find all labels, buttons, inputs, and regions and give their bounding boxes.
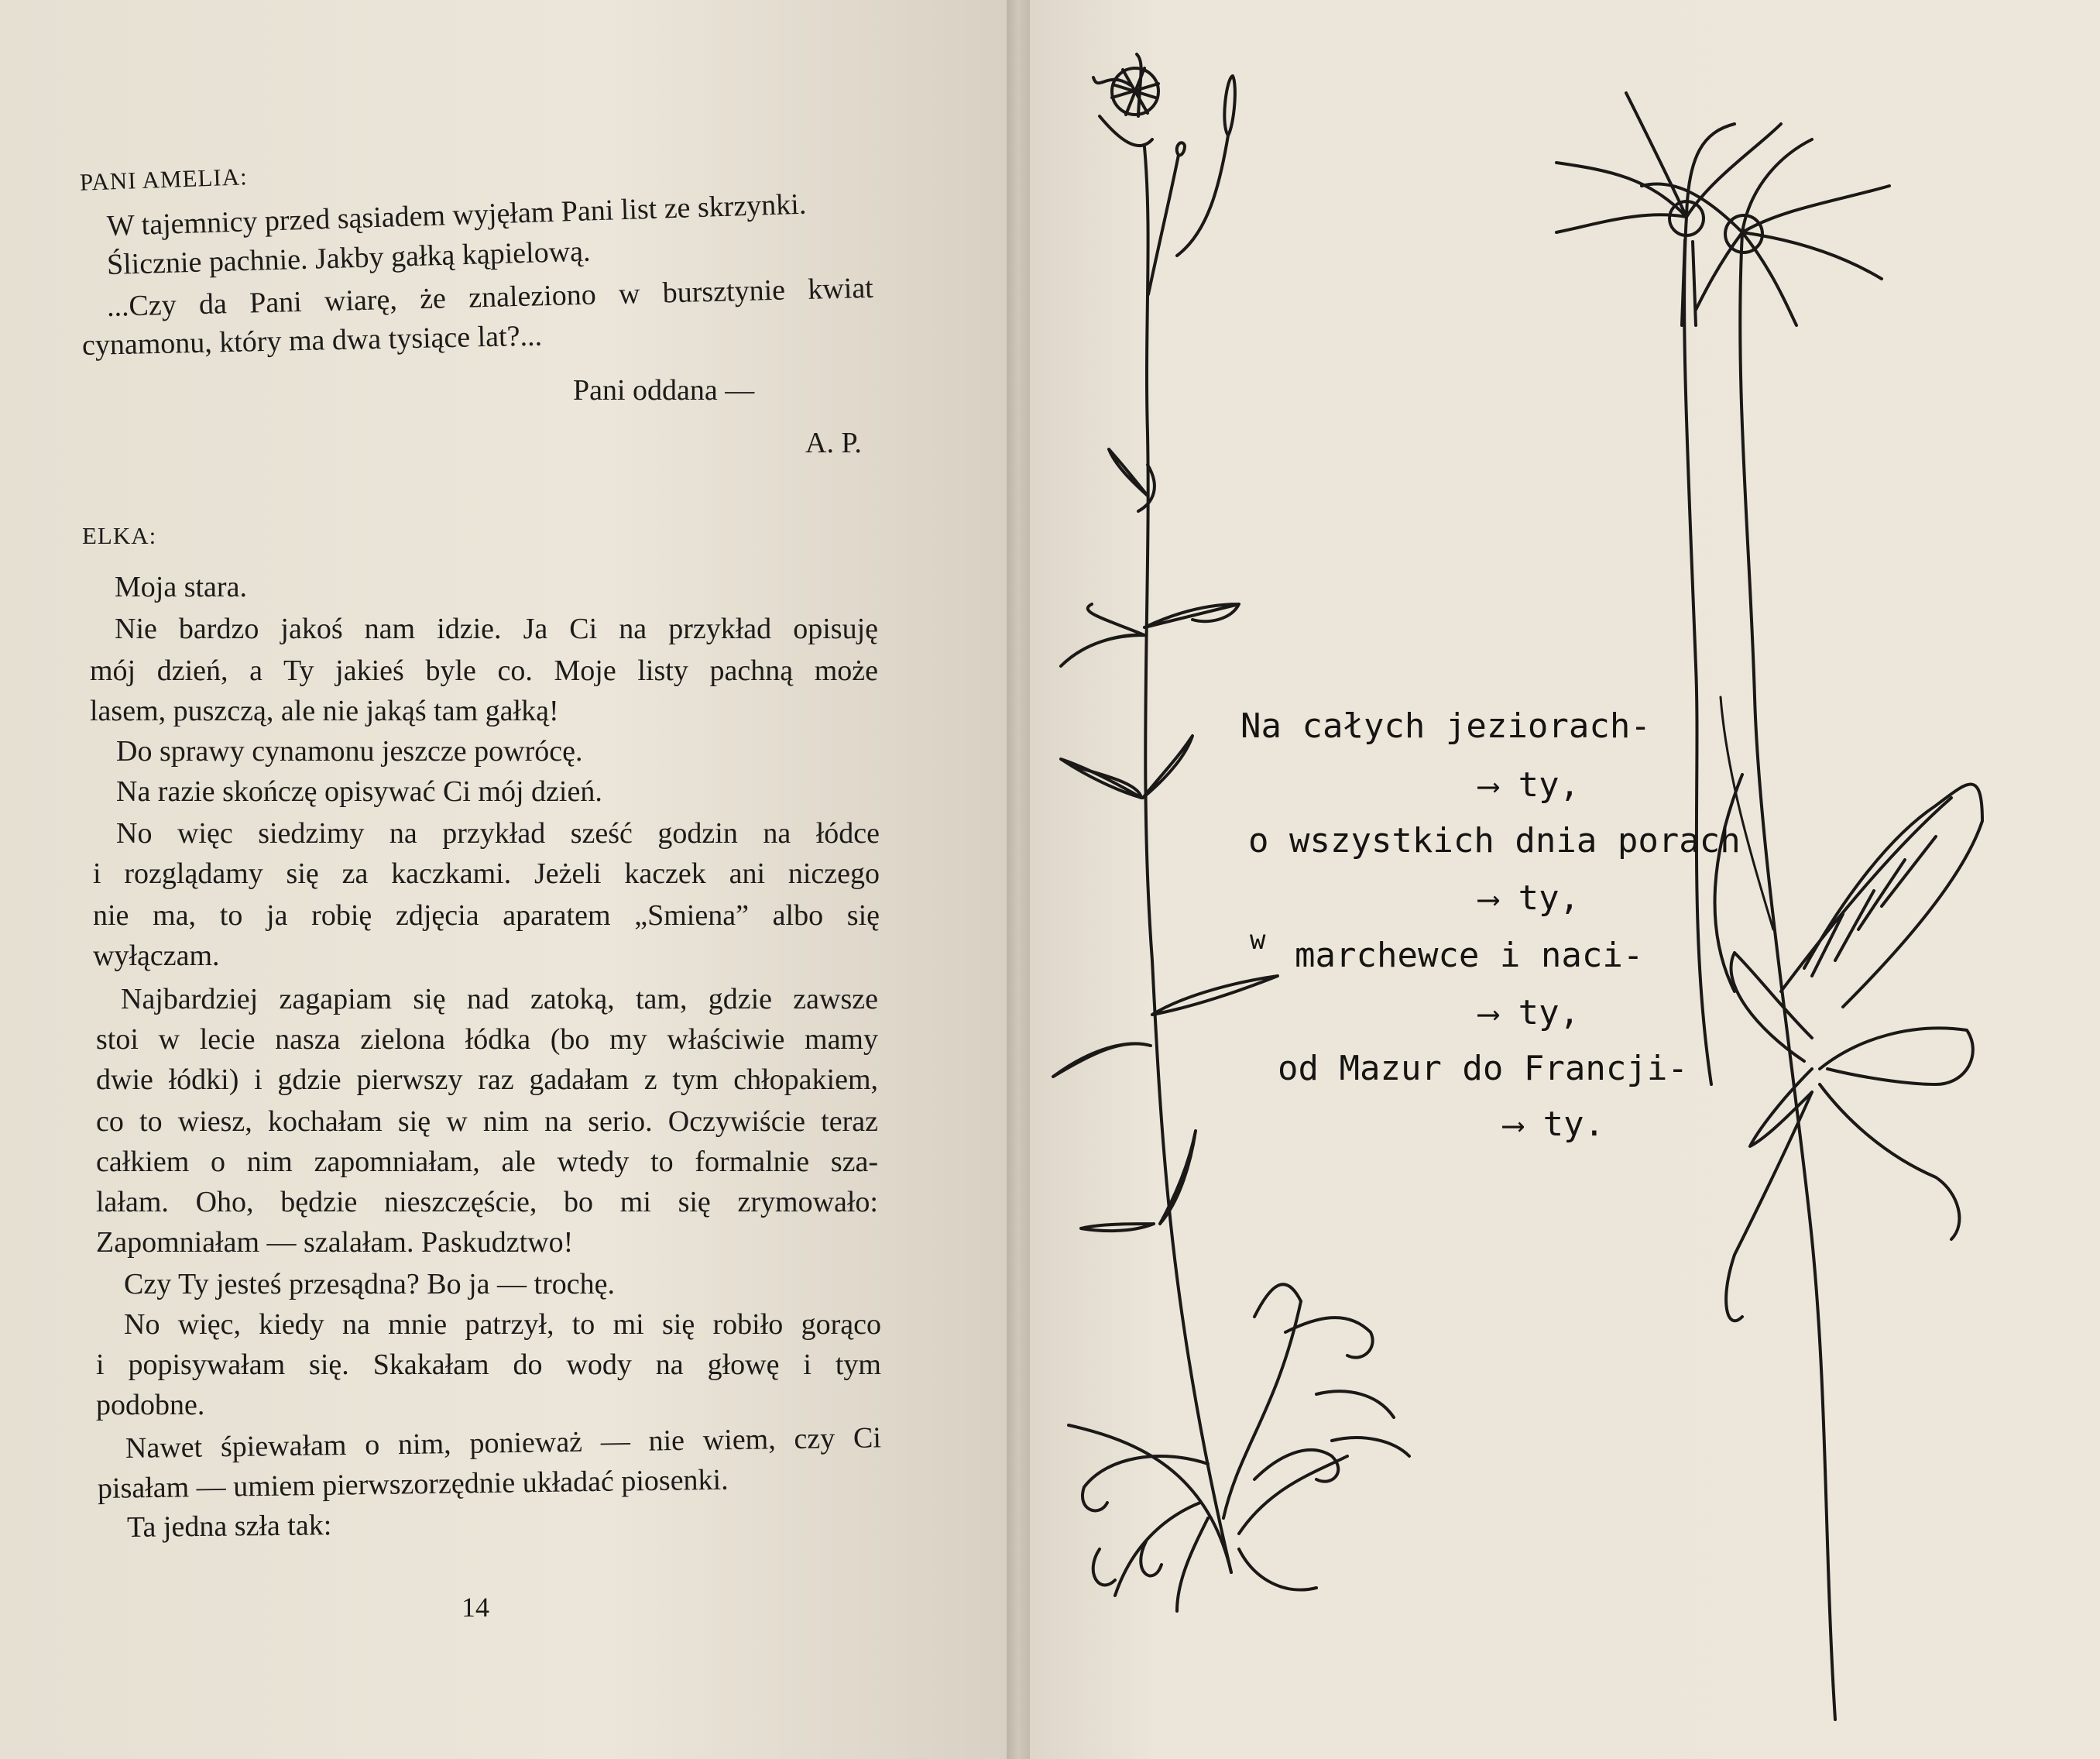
text-line: co to wiesz, kochałam się w nim na serio. Oczywiście teraz: [96, 1105, 878, 1138]
poem-line: o wszystkich dnia porach: [1248, 821, 1741, 861]
text-line: cynamonu, który ma dwa tysiące lat?...: [81, 319, 543, 362]
signature: A. P.: [805, 427, 862, 459]
poem-line-refrain: ⟶ ty,: [1479, 878, 1580, 918]
arrow-icon: ⟶: [1479, 881, 1498, 917]
poem-line: Na całych jeziorach-: [1240, 706, 1651, 746]
text-line: pisałam — umiem pierwszorzędnie układać piosenki.: [97, 1463, 729, 1505]
text-line: dwie łódki) i gdzie pierwszy raz gadałam z tym chłopakiem,: [96, 1063, 878, 1096]
text-line: ...Czy da Pani wiarę, że znaleziono w bursztynie kwiat: [106, 271, 874, 323]
text-line: W tajemnicy przed sąsiadem wyjęłam Pani list ze skrzynki.: [106, 187, 807, 242]
text-line: Ta jedna szła tak:: [126, 1509, 332, 1544]
text-line: Czy Ty jesteś przesądna? Bo ja — trochę.: [124, 1268, 615, 1300]
text-line: No więc siedzimy na przykład sześć godzin na łódce: [116, 817, 880, 850]
text-line: Ślicznie pachnie. Jakby gałką kąpielową.: [106, 235, 592, 281]
poem-line: od Mazur do Francji-: [1278, 1049, 1688, 1088]
text-line: wyłączam.: [93, 940, 220, 972]
dandelion-drawing: [1556, 93, 1982, 1719]
poem-line-refrain: ⟶ ty,: [1479, 765, 1580, 805]
text-line: lasem, puszczą, ale nie jakąś tam gałką!: [90, 695, 559, 727]
sender-label: ELKA:: [82, 522, 157, 549]
text-line: i popisywałam się. Skakałam do wody na głowę i tym: [96, 1348, 881, 1381]
poem-line: marchewce i naci-: [1295, 936, 1644, 975]
text-line: Zapomniałam — szalałam. Paskudztwo!: [96, 1226, 574, 1259]
text-line: Na razie skończę opisywać Ci mój dzień.: [116, 775, 602, 808]
poem-line-refrain: ⟶ ty.: [1504, 1105, 1605, 1144]
arrow-icon: ⟶: [1479, 768, 1498, 804]
text-line: i rozglądamy się za kaczkami. Jeżeli kaczek ani niczego: [93, 857, 880, 890]
arrow-icon: ⟶: [1504, 1108, 1523, 1143]
text-line: Najbardziej zagapiam się nad zatoką, tam, gdzie zawsze: [121, 983, 878, 1015]
text-line: Moja stara.: [115, 571, 247, 603]
page-number: 14: [462, 1592, 489, 1623]
text-line: mój dzień, a Ty jakieś byle co. Moje listy pachną może: [90, 654, 878, 687]
arrow-icon: ⟶: [1479, 996, 1498, 1032]
text-line: nie ma, to ja robię zdjęcia aparatem „Smiena” albo się: [93, 899, 880, 932]
poem-line-refrain: ⟶ ty,: [1479, 993, 1580, 1032]
text-line: Nawet śpiewałam o nim, ponieważ — nie wiem, czy Ci: [125, 1421, 882, 1465]
text-line: podobne.: [96, 1389, 205, 1421]
sender-label: PANI AMELIA:: [79, 163, 249, 196]
closing: Pani oddana —: [573, 374, 755, 407]
text-line: Nie bardzo jakoś nam idzie. Ja Ci na przykład opisuję: [115, 613, 878, 645]
text-line: lałam. Oho, będzie nieszczęście, bo mi się zrymowało:: [96, 1186, 878, 1218]
text-line: stoi w lecie nasza zielona łódka (bo my właściwie mamy: [96, 1023, 878, 1056]
text-line: No więc, kiedy na mnie patrzył, to mi się robiło gorąco: [124, 1308, 881, 1341]
text-line: Do sprawy cynamonu jeszcze powrócę.: [116, 735, 583, 768]
text-line: całkiem o nim zapomniałam, ale wtedy to formalnie sza-: [96, 1146, 878, 1178]
poem-fragment: w: [1250, 925, 1266, 956]
